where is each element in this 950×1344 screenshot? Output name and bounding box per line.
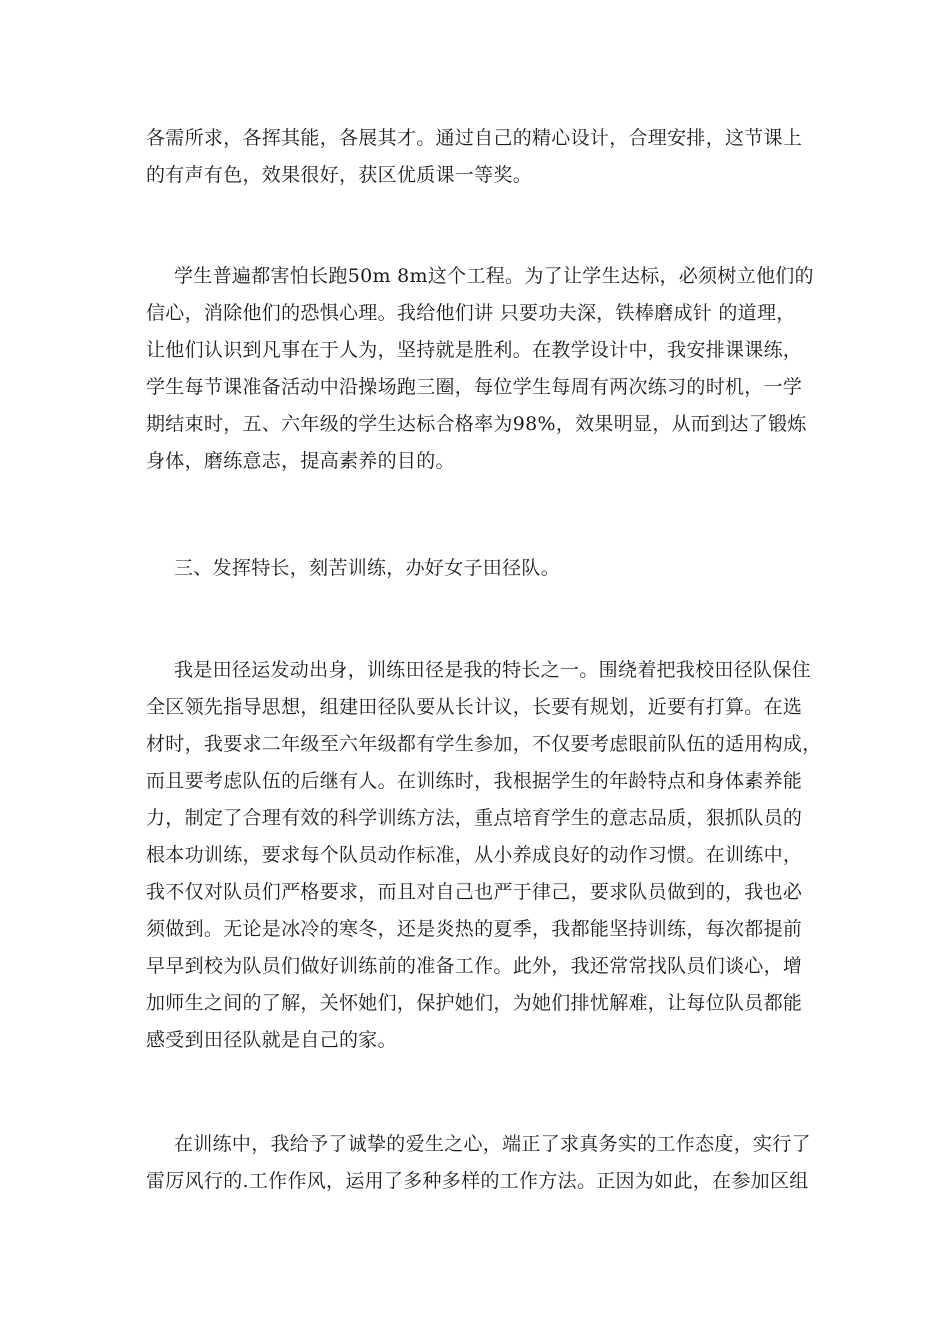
paragraph-line: 我不仅对队员们严格要求，而且对自己也严于律己，要求队员做到的，我也必 (146, 881, 803, 903)
paragraph-line: 学生普遍都害怕长跑50m 8m这个工程。为了让学生达标，必须树立他们的 (174, 265, 814, 287)
section-heading (146, 550, 806, 587)
paragraph-line: 根本功训练，要求每个队员动作标准，从小养成良好的动作习惯。在训练中， (146, 844, 803, 866)
paragraph-line: 感受到田径队就是自己的家。 (146, 1029, 397, 1051)
paragraph-line: 在训练中，我给予了诚挚的爱生之心，端正了求真务实的工作态度，实行了 (174, 1133, 811, 1155)
paragraph-line: 早早到校为队员们做好训练前的准备工作。此外，我还常常找队员们谈心，增 (146, 955, 803, 977)
paragraph-line: 期结束时，五、六年级的学生达标合格率为98%，效果明显，从而到达了锻炼 (146, 413, 807, 435)
paragraph-3 (146, 652, 822, 1059)
paragraph-line: 让他们认识到凡事在于人为，坚持就是胜利。在教学设计中，我安排课课练， (146, 339, 803, 361)
paragraph-line: 雷厉风行的.工作作风，运用了多种多样的工作方法。正因为如此，在参加区组 (146, 1170, 809, 1192)
paragraph-line: 须做到。无论是冰冷的寒冬，还是炎热的夏季，我都能坚持训练，每次都提前 (146, 918, 803, 940)
paragraph-line: 信心，消除他们的恐惧心理。我给他们讲 只要功夫深，铁棒磨成针 的道理， (146, 302, 796, 324)
paragraph-line: 加师生之间的了解，关怀她们，保护她们，为她们排忧解难，让每位队员都能 (146, 992, 803, 1014)
paragraph-1 (146, 120, 806, 194)
paragraph-line: 学生每节课准备活动中沿操场跑三圈，每位学生每周有两次练习的时机，一学 (146, 376, 803, 398)
paragraph-line: 力，制定了合理有效的科学训练方法，重点培育学生的意志品质，狠抓队员的 (146, 807, 803, 829)
paragraph-line: 材时，我要求二年级至六年级都有学生参加，不仅要考虑眼前队伍的适用构成， (146, 733, 822, 755)
paragraph-line: 而且要考虑队伍的后继有人。在训练时，我根据学生的年龄特点和身体素养能 (146, 770, 803, 792)
paragraph-line: 的有声有色，效果很好，获区优质课一等奖。 (146, 164, 533, 186)
paragraph-2 (146, 258, 814, 480)
paragraph-line: 全区领先指导思想，组建田径队要从长计议，长要有规划，近要有打算。在选 (146, 696, 803, 718)
paragraph-line: 各需所求，各挥其能，各展其才。通过自己的精心设计，合理安排，这节课上 (146, 127, 803, 149)
heading-line: 三、发挥特长，刻苦训练，办好女子田径队。 (174, 557, 561, 579)
paragraph-line: 我是田径运发动出身，训练田径是我的特长之一。围绕着把我校田径队保住 (174, 659, 811, 681)
paragraph-line: 身体，磨练意志，提高素养的目的。 (146, 450, 455, 472)
paragraph-4 (146, 1126, 811, 1200)
